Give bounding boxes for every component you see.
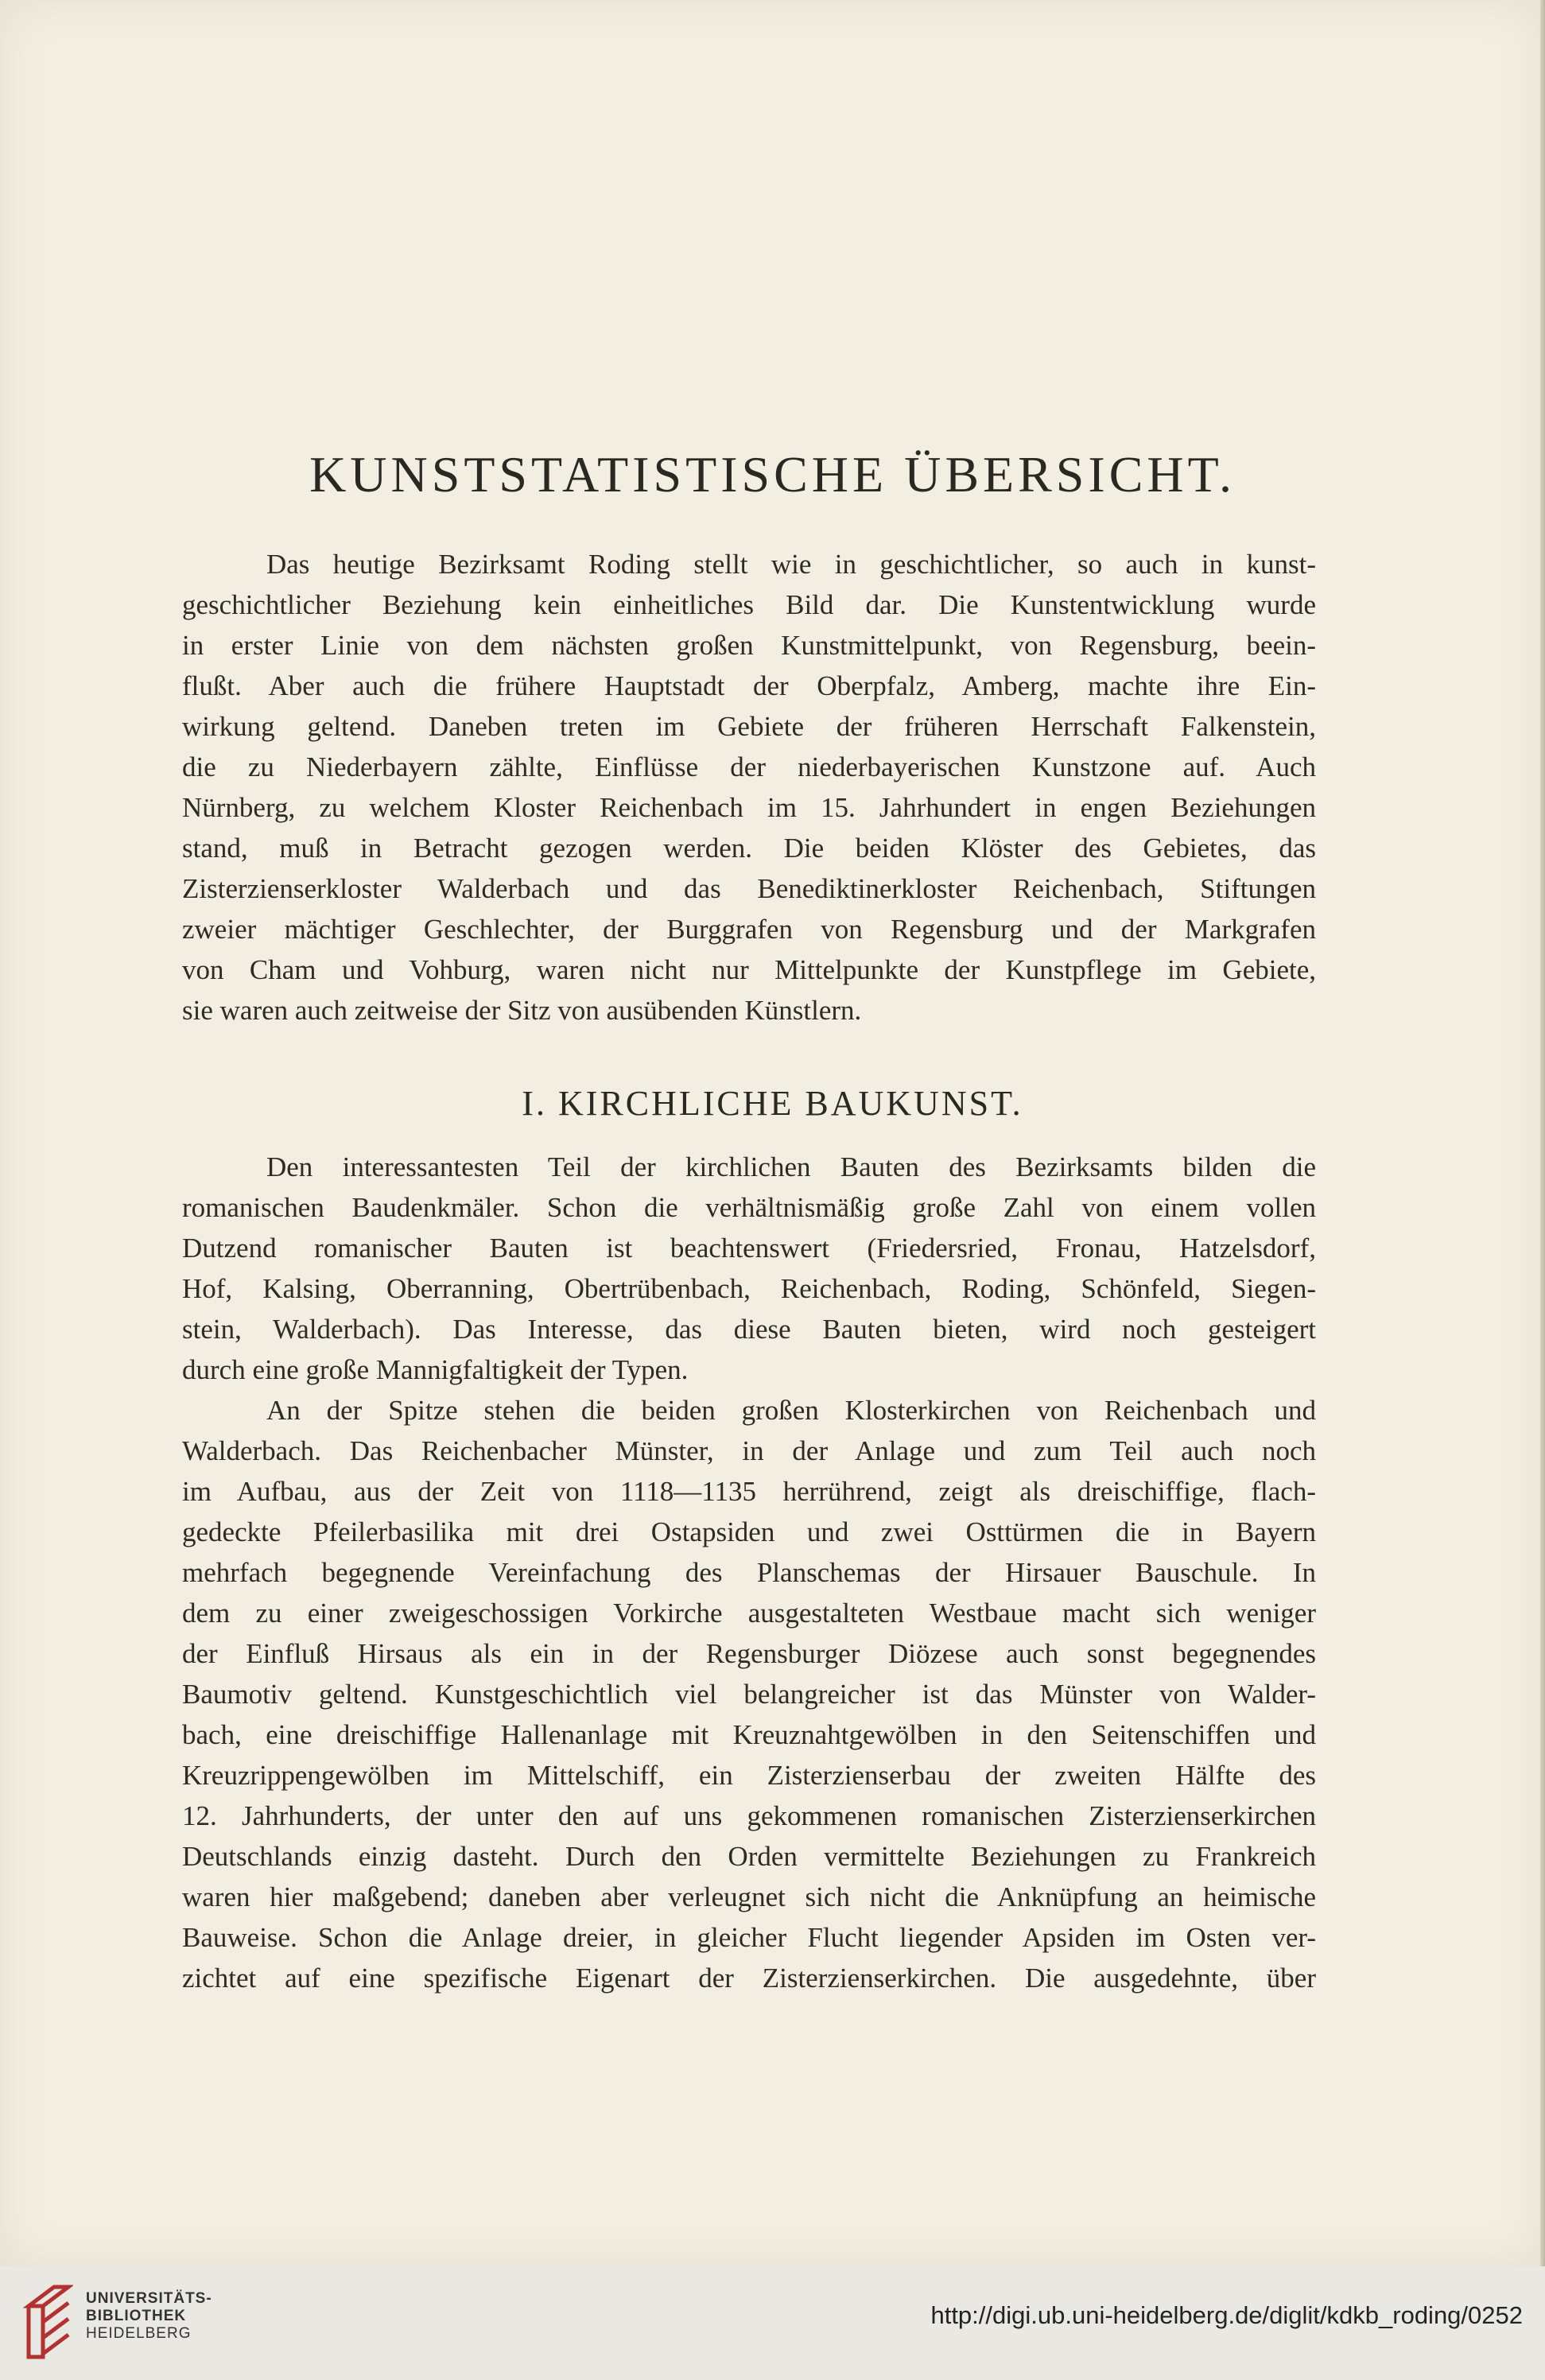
intro-line: die zu Niederbayern zählte, Einflüsse der niederbayerischen Kunstzone auf. Auch <box>182 751 1316 782</box>
section-line: zichtet auf eine spezifische Eigenart der Zisterzienserkirchen. Die ausgedehnte, über <box>182 1963 1316 1994</box>
intro-line: flußt. Aber auch die frühere Hauptstadt der Oberpfalz, Amberg, machte ihre Ein- <box>182 670 1316 701</box>
intro-line: Nürnberg, zu welchem Kloster Reichenbach im 15. Jahrhundert in engen Beziehungen <box>182 792 1316 823</box>
section-line: 12. Jahrhunderts, der unter den auf uns gekommenen romanischen Zisterzienserkirchen <box>182 1800 1316 1831</box>
section-line: Dutzend romanischer Bauten ist beachtenswert (Friedersried, Fronau, Hatzelsdorf, <box>182 1233 1316 1264</box>
section-line: Den interessantesten Teil der kirchlichen Bauten des Bezirksamts bilden die <box>266 1151 1316 1182</box>
section-line: Hof, Kalsing, Oberranning, Obertrübenbach, Reichenbach, Roding, Schönfeld, Siegen- <box>182 1273 1316 1304</box>
library-logo-icon <box>22 2282 73 2362</box>
intro-line: zweier mächtiger Geschlechter, der Burggrafen von Regensburg und der Markgrafen <box>182 914 1316 945</box>
intro-line: sie waren auch zeitweise der Sitz von ausübenden Künstlern. <box>182 995 862 1026</box>
page-title: KUNSTSTATISTISCHE ÜBERSICHT. <box>309 446 1236 503</box>
viewer-footer <box>0 2266 1545 2380</box>
intro-line: geschichtlicher Beziehung kein einheitliches Bild dar. Die Kunstentwicklung wurde <box>182 589 1316 620</box>
library-name-line3: HEIDELBERG <box>86 2325 192 2342</box>
section-line: durch eine große Mannigfaltigkeit der Typen. <box>182 1354 689 1385</box>
section-line: Kreuzrippengewölben im Mittelschiff, ein Zisterzienserbau der zweiten Hälfte des <box>182 1760 1316 1791</box>
section-line: mehrfach begegnende Vereinfachung des Planschemas der Hirsauer Bauschule. In <box>182 1557 1316 1588</box>
section-line: bach, eine dreischiffige Hallenanlage mit Kreuznahtgewölben in den Seitenschiffen und <box>182 1719 1316 1750</box>
library-name <box>86 2290 212 2343</box>
intro-line: von Cham und Vohburg, waren nicht nur Mittelpunkte der Kunstpflege im Gebiete, <box>182 954 1316 985</box>
intro-line: stand, muß in Betracht gezogen werden. Die beiden Klöster des Gebietes, das <box>182 833 1316 864</box>
intro-line: Zisterzienserkloster Walderbach und das Benediktinerkloster Reichenbach, Stiftungen <box>182 873 1316 904</box>
section-line: gedeckte Pfeilerbasilika mit drei Ostapsiden und zwei Osttürmen die in Bayern <box>182 1516 1316 1547</box>
section-line: stein, Walderbach). Das Interesse, das diese Bauten bieten, wird noch gesteigert <box>182 1314 1316 1345</box>
section-line: An der Spitze stehen die beiden großen Klosterkirchen von Reichenbach und <box>266 1395 1316 1426</box>
permalink-url[interactable]: http://digi.ub.uni-heidelberg.de/diglit/kdkb_roding/0252 <box>930 2301 1523 2329</box>
section-line: Deutschlands einzig dasteht. Durch den Orden vermittelte Beziehungen zu Frankreich <box>182 1841 1316 1872</box>
page-edge <box>1540 0 1545 2266</box>
section-heading: I. KIRCHLICHE BAUKUNST. <box>522 1084 1023 1123</box>
section-line: romanischen Baudenkmäler. Schon die verhältnismäßig große Zahl von einem vollen <box>182 1192 1316 1223</box>
section-line: Walderbach. Das Reichenbacher Münster, in der Anlage und zum Teil auch noch <box>182 1435 1316 1466</box>
section-line: der Einfluß Hirsaus als ein in der Regensburger Diözese auch sonst begegnendes <box>182 1638 1316 1669</box>
intro-line: in erster Linie von dem nächsten großen Kunstmittelpunkt, von Regensburg, beein- <box>182 630 1316 661</box>
section-line: im Aufbau, aus der Zeit von 1118—1135 herrührend, zeigt als dreischiffige, flach- <box>182 1476 1316 1507</box>
section-line: waren hier maßgebend; daneben aber verleugnet sich nicht die Anknüpfung an heimische <box>182 1881 1316 1912</box>
library-name-line1: UNIVERSITÄTS- <box>86 2290 212 2307</box>
intro-line: Das heutige Bezirksamt Roding stellt wie in geschichtlicher, so auch in kunst- <box>266 549 1316 580</box>
library-name-line2: BIBLIOTHEK <box>86 2308 187 2324</box>
intro-line: wirkung geltend. Daneben treten im Gebiete der früheren Herrschaft Falkenstein, <box>182 711 1316 742</box>
section-line: Baumotiv geltend. Kunstgeschichtlich viel belangreicher ist das Münster von Walder- <box>182 1679 1316 1710</box>
section-line: Bauweise. Schon die Anlage dreier, in gleicher Flucht liegender Apsiden im Osten ver- <box>182 1922 1316 1953</box>
section-line: dem zu einer zweigeschossigen Vorkirche ausgestalteten Westbaue macht sich weniger <box>182 1598 1316 1629</box>
